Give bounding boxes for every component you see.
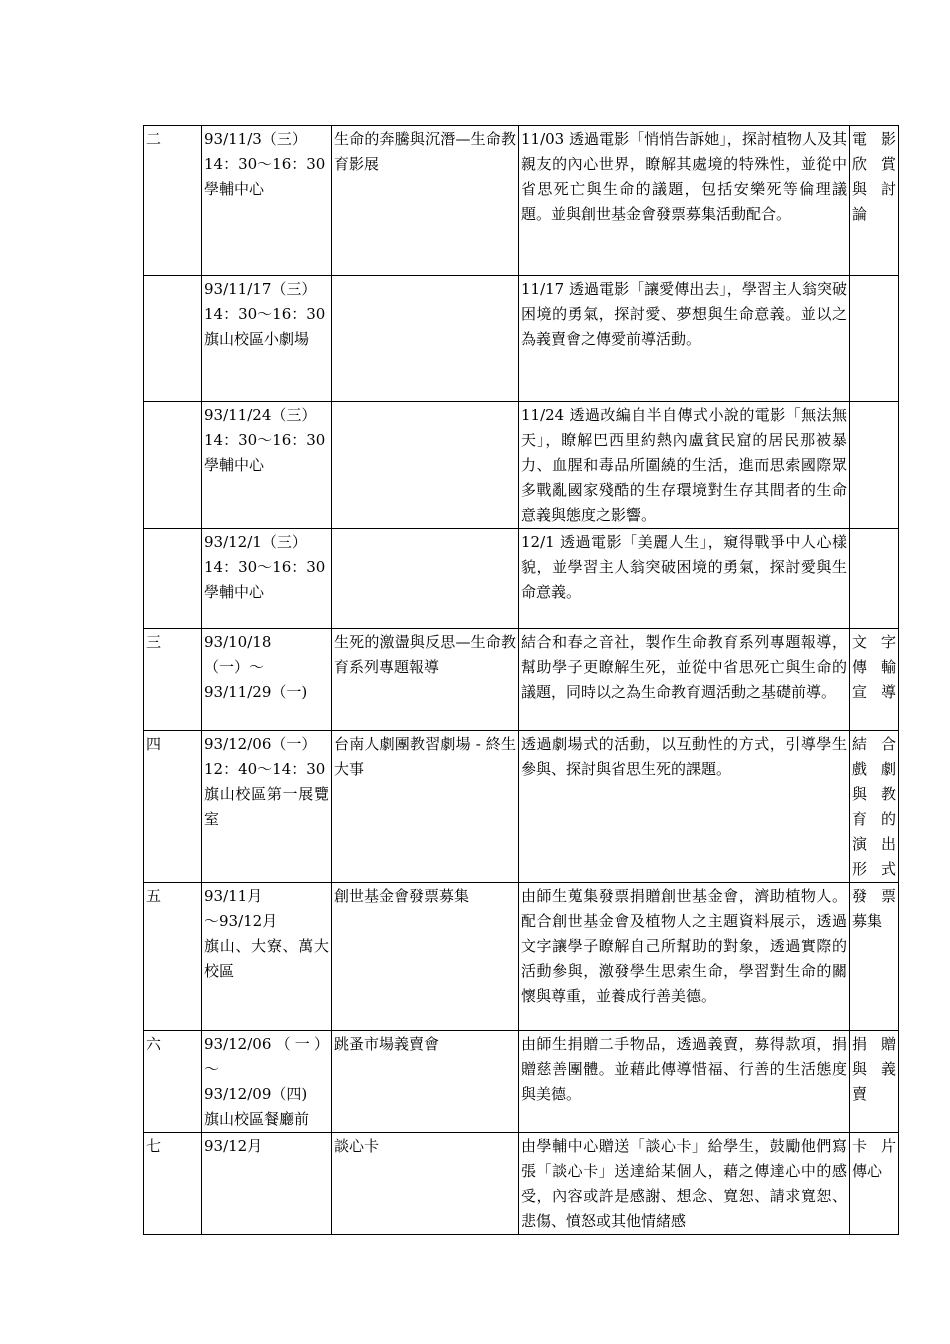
table-row [144, 629, 899, 731]
row-time-place [202, 402, 332, 529]
row-content: 11/17 透過電影「讓愛傳出去」，學習主人翁突破困境的勇氣，探討愛、夢想與生命意義。並以之為義賣會之傳愛前導活動。 [519, 276, 850, 402]
time-line: ～93/12月 [204, 912, 278, 930]
row-number: 七 [144, 1133, 202, 1235]
row-number: 五 [144, 883, 202, 1031]
time-line: 14：30～16：30 [204, 558, 326, 576]
time-line: 學輔中心 [204, 583, 265, 601]
row-type: 結合戲劇與教育的演出形式 [850, 731, 899, 883]
row-number [144, 529, 202, 629]
row-title: 台南人劇團教習劇場 - 終生大事 [332, 731, 519, 883]
time-line: 93/12/06（一） [204, 735, 317, 753]
time-line: 93/11/17（三） [204, 280, 317, 298]
time-line: 12：40～14：30 [204, 760, 326, 778]
row-type: 捐贈與義賣 [850, 1031, 899, 1133]
schedule-table-body [144, 126, 899, 1235]
row-time-place [202, 276, 332, 402]
row-time-place [202, 629, 332, 731]
time-line: （一）～ [204, 658, 265, 676]
row-type [850, 276, 899, 402]
row-number [144, 276, 202, 402]
time-line: 14：30～16：30 [204, 431, 326, 449]
time-line: 14：30～16：30 [204, 305, 326, 323]
time-line: 旗山校區第一展覽室 [204, 785, 329, 828]
time-line: 學輔中心 [204, 456, 265, 474]
row-type: 發票募集 [850, 883, 899, 1031]
row-content: 由學輔中心贈送「談心卡」給學生，鼓勵他們寫張「談心卡」送達給某個人，藉之傳達心中的感受，內容或許是感謝、想念、寬恕、請求寬恕、悲傷、憤怒或其他情緒感 [519, 1133, 850, 1235]
row-title: 談心卡 [332, 1133, 519, 1235]
row-content: 12/1 透過電影「美麗人生」，窺得戰爭中人心樣貌，並學習主人翁突破困境的勇氣，探討愛與生命意義。 [519, 529, 850, 629]
row-content: 結合和春之音社，製作生命教育系列專題報導，幫助學子更瞭解生死，並從中省思死亡與生命的議題，同時以之為生命教育週活動之基礎前導。 [519, 629, 850, 731]
table-row [144, 1031, 899, 1133]
row-number: 四 [144, 731, 202, 883]
row-time-place [202, 731, 332, 883]
row-title [332, 529, 519, 629]
time-line: 旗山、大寮、萬大校區 [204, 937, 329, 980]
row-time-place [202, 1031, 332, 1133]
row-number: 六 [144, 1031, 202, 1133]
table-row [144, 1133, 899, 1235]
time-line: 93/12/06（一）～ [204, 1035, 329, 1078]
row-time-place [202, 1133, 332, 1235]
row-title: 創世基金會發票募集 [332, 883, 519, 1031]
row-type [850, 402, 899, 529]
time-line: 學輔中心 [204, 180, 265, 198]
row-time-place [202, 883, 332, 1031]
row-number: 三 [144, 629, 202, 731]
row-time-place [202, 529, 332, 629]
time-line: 93/11/29（一) [204, 683, 308, 701]
row-type: 電影欣賞與討論 [850, 126, 899, 276]
time-line: 93/10/18 [204, 633, 272, 651]
row-title: 生命的奔騰與沉潛—生命教育影展 [332, 126, 519, 276]
time-line: 旗山校區小劇場 [204, 330, 310, 348]
time-line: 93/11月 [204, 887, 263, 905]
table-row [144, 402, 899, 529]
table-row [144, 276, 899, 402]
schedule-table [143, 125, 899, 1235]
row-type: 文字傳輸宣導 [850, 629, 899, 731]
time-line: 14：30～16：30 [204, 155, 326, 173]
row-title: 生死的激盪與反思—生命教育系列專題報導 [332, 629, 519, 731]
time-line: 旗山校區餐廳前 [204, 1110, 310, 1128]
row-content: 由師生捐贈二手物品，透過義賣，募得款項，捐贈慈善團體。並藉此傳導惜福、行善的生活態度與美德。 [519, 1031, 850, 1133]
row-title [332, 276, 519, 402]
time-line: 93/12/09（四) [204, 1085, 308, 1103]
table-row [144, 126, 899, 276]
row-time-place [202, 126, 332, 276]
row-number [144, 402, 202, 529]
row-content: 透過劇場式的活動，以互動性的方式，引導學生參與、探討與省思生死的課題。 [519, 731, 850, 883]
row-title: 跳蚤市場義賣會 [332, 1031, 519, 1133]
time-line: 93/12/1（三） [204, 533, 307, 551]
row-content: 11/24 透過改編自半自傳式小說的電影「無法無天」，瞭解巴西里約熱內盧貧民窟的居民那被暴力、血腥和毒品所圍繞的生活，進而思索國際眾多戰亂國家殘酷的生存環境對生存其間者的生命意義與態度之影響。 [519, 402, 850, 529]
time-line: 93/11/24（三） [204, 406, 317, 424]
row-number: 二 [144, 126, 202, 276]
time-line: 93/12月 [204, 1137, 263, 1155]
table-row [144, 731, 899, 883]
row-content: 11/03 透過電影「悄悄告訴她」，探討植物人及其親友的內心世界，瞭解其處境的特殊性，並從中省思死亡與生命的議題，包括安樂死等倫理議題。並與創世基金會發票募集活動配合。 [519, 126, 850, 276]
time-line: 93/11/3（三） [204, 130, 307, 148]
row-content: 由師生蒐集發票捐贈創世基金會，濟助植物人。配合創世基金會及植物人之主題資料展示，透過文字讓學子瞭解自己所幫助的對象，透過實際的活動參與，激發學生思索生命，學習對生命的關懷與尊重，並養成行善美德。 [519, 883, 850, 1031]
table-row [144, 883, 899, 1031]
row-type [850, 529, 899, 629]
row-title [332, 402, 519, 529]
row-type: 卡片傳心 [850, 1133, 899, 1235]
table-row [144, 529, 899, 629]
